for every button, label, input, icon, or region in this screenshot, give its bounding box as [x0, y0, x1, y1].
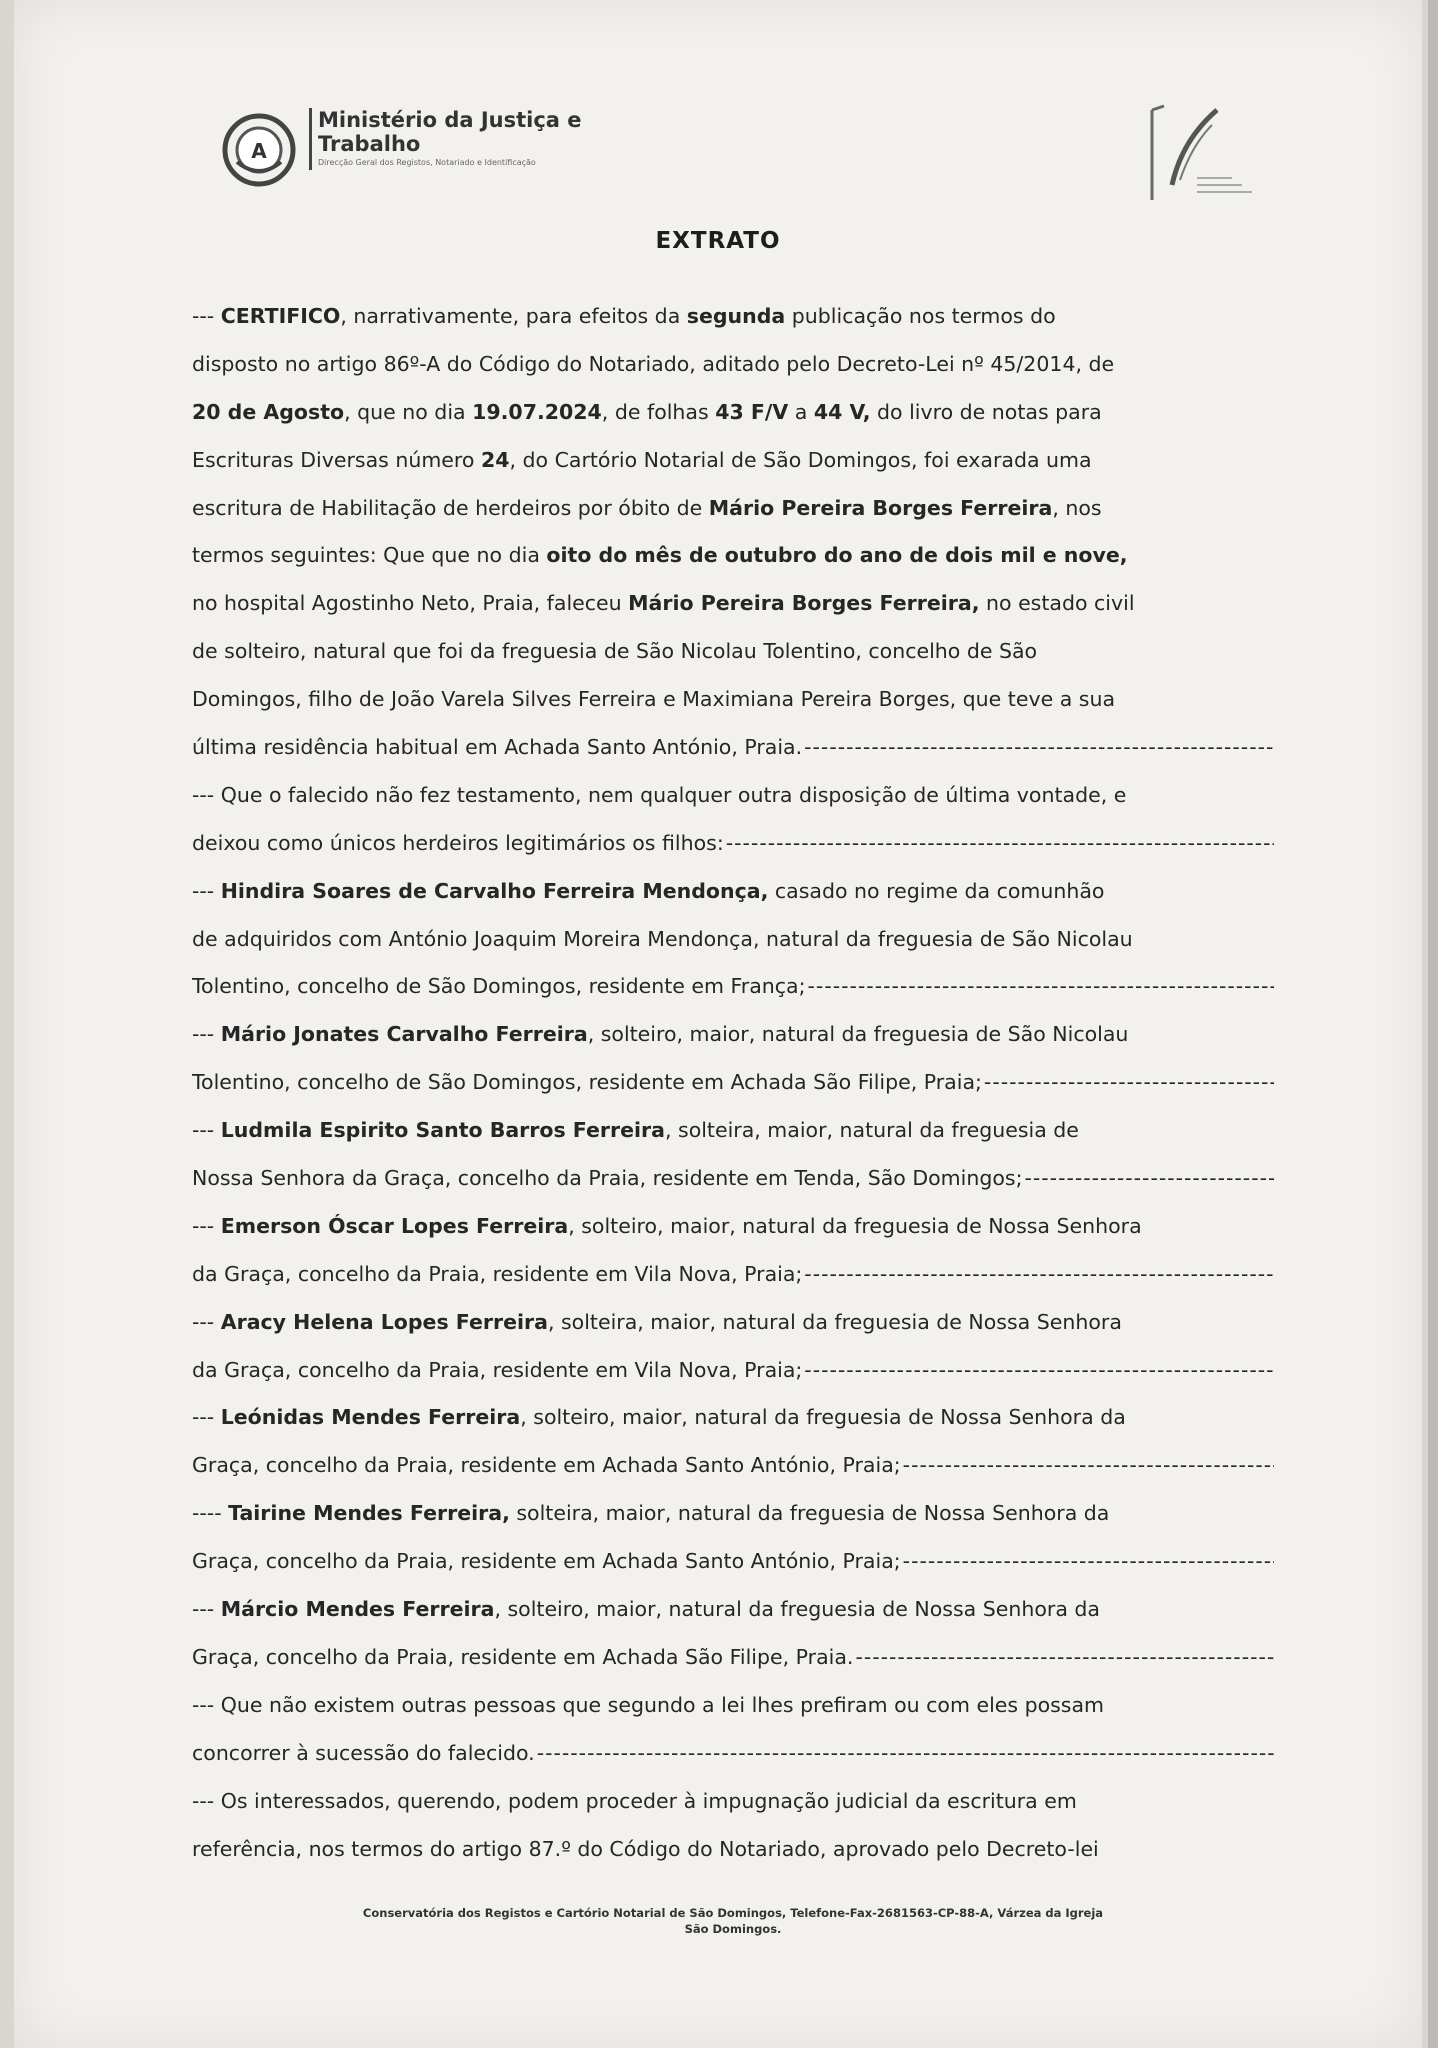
- document-body: [192, 293, 1274, 1873]
- footer-address-line2: São Domingos.: [684, 1922, 782, 1936]
- document-title: EXTRATO: [655, 228, 781, 254]
- heir-entry-line: --- Ludmila Espirito Santo Barros Ferreira, solteira, maior, natural da freguesia de: [192, 1118, 1079, 1143]
- registry-logo-icon: [1142, 100, 1272, 210]
- ministry-subline: Direcção Geral dos Registos, Notariado e Identificação: [309, 156, 582, 170]
- heir-entry-line: --- Márcio Mendes Ferreira, solteiro, maior, natural da freguesia de Nossa Senhora da: [192, 1597, 1100, 1622]
- text-line: --- Que o falecido não fez testamento, nem qualquer outra disposição de última vontade, e: [192, 782, 1127, 807]
- text-line: escritura de Habilitação de herdeiros por óbito de Mário Pereira Borges Ferreira, nos: [192, 495, 1102, 520]
- text-line: Graça, concelho da Praia, residente em Achada São Filipe, Praia. -----: [192, 1634, 1274, 1682]
- text-line: referência, nos termos do artigo 87.º do Código do Notariado, aprovado pelo Decreto-lei: [192, 1836, 1099, 1861]
- text-line: deixou como únicos herdeiros legitimários os filhos: -----: [192, 820, 1274, 868]
- text-line: termos seguintes: Que que no dia oito do mês de outubro do ano de dois mil e nove,: [192, 543, 1128, 568]
- ministry-name-block: [309, 108, 582, 170]
- text-line: Escrituras Diversas número 24, do Cartório Notarial de São Domingos, foi exarada uma: [192, 447, 1092, 472]
- text-line: Tolentino, concelho de São Domingos, residente em França; -----: [192, 963, 1274, 1011]
- text-line: no hospital Agostinho Neto, Praia, faleceu Mário Pereira Borges Ferreira, no estado civil: [192, 591, 1135, 616]
- heir-entry-line: --- Leónidas Mendes Ferreira, solteiro, maior, natural da freguesia de Nossa Senhora da: [192, 1405, 1126, 1430]
- text-line: de solteiro, natural que foi da freguesia de São Nicolau Tolentino, concelho de São: [192, 639, 1038, 664]
- heir-entry-line: ---- Tairine Mendes Ferreira, solteira, maior, natural da freguesia de Nossa Senhora da: [192, 1501, 1110, 1526]
- text-line: 20 de Agosto, que no dia 19.07.2024, de folhas 43 F/V a 44 V, do livro de notas para: [192, 399, 1102, 424]
- heir-entry-line: --- Emerson Óscar Lopes Ferreira, solteiro, maior, natural da freguesia de Nossa Senhora: [192, 1213, 1142, 1238]
- text-line: da Graça, concelho da Praia, residente em Vila Nova, Praia; -----: [192, 1251, 1274, 1299]
- scan-edge: [1428, 0, 1438, 2048]
- ministry-name-line1: Ministério da Justiça e: [309, 108, 582, 132]
- text-line: --- Os interessados, querendo, podem proceder à impugnação judicial da escritura em: [192, 1788, 1077, 1813]
- heir-entry-line: --- Hindira Soares de Carvalho Ferreira Mendonça, casado no regime da comunhão: [192, 878, 1105, 903]
- text-line: Graça, concelho da Praia, residente em Achada Santo António, Praia; -----: [192, 1538, 1274, 1586]
- text-line: Nossa Senhora da Graça, concelho da Praia, residente em Tenda, São Domingos; -----: [192, 1155, 1274, 1203]
- text-line: Graça, concelho da Praia, residente em Achada Santo António, Praia; -----: [192, 1442, 1274, 1490]
- text-line: Domingos, filho de João Varela Silves Ferreira e Maximiana Pereira Borges, que teve a sua: [192, 687, 1116, 712]
- letterhead: [14, 0, 1422, 220]
- page-footer: [192, 1905, 1274, 1937]
- emblem-letter: A: [251, 139, 267, 163]
- ministry-name-line2: Trabalho: [309, 132, 582, 156]
- heir-entry-line: --- Mário Jonates Carvalho Ferreira, solteiro, maior, natural da freguesia de São Nicolau: [192, 1022, 1129, 1047]
- text-line: última residência habitual em Achada Santo António, Praia. -----: [192, 724, 1274, 772]
- text-line: de adquiridos com António Joaquim Moreira Mendonça, natural da freguesia de São Nicolau: [192, 926, 1133, 951]
- document-page: [14, 0, 1422, 2048]
- text-line: disposto no artigo 86º-A do Código do Notariado, aditado pelo Decreto-Lei nº 45/2014, de: [192, 351, 1115, 376]
- ministry-emblem-icon: [219, 110, 299, 190]
- text-line: --- CERTIFICO, narrativamente, para efeitos da segunda publicação nos termos do: [192, 304, 1056, 328]
- text-line: concorrer à sucessão do falecido. -----: [192, 1730, 1274, 1778]
- heir-entry-line: --- Aracy Helena Lopes Ferreira, solteira, maior, natural da freguesia de Nossa Senhora: [192, 1309, 1122, 1334]
- text-line: da Graça, concelho da Praia, residente em Vila Nova, Praia; -----: [192, 1347, 1274, 1395]
- text-line: Tolentino, concelho de São Domingos, residente em Achada São Filipe, Praia; -----: [192, 1059, 1274, 1107]
- footer-address-line1: Conservatória dos Registos e Cartório Notarial de São Domingos, Telefone-Fax-2681563-CP-88-A, Várzea da Igreja: [362, 1906, 1104, 1920]
- text-line: --- Que não existem outras pessoas que segundo a lei lhes prefiram ou com eles possam: [192, 1692, 1105, 1717]
